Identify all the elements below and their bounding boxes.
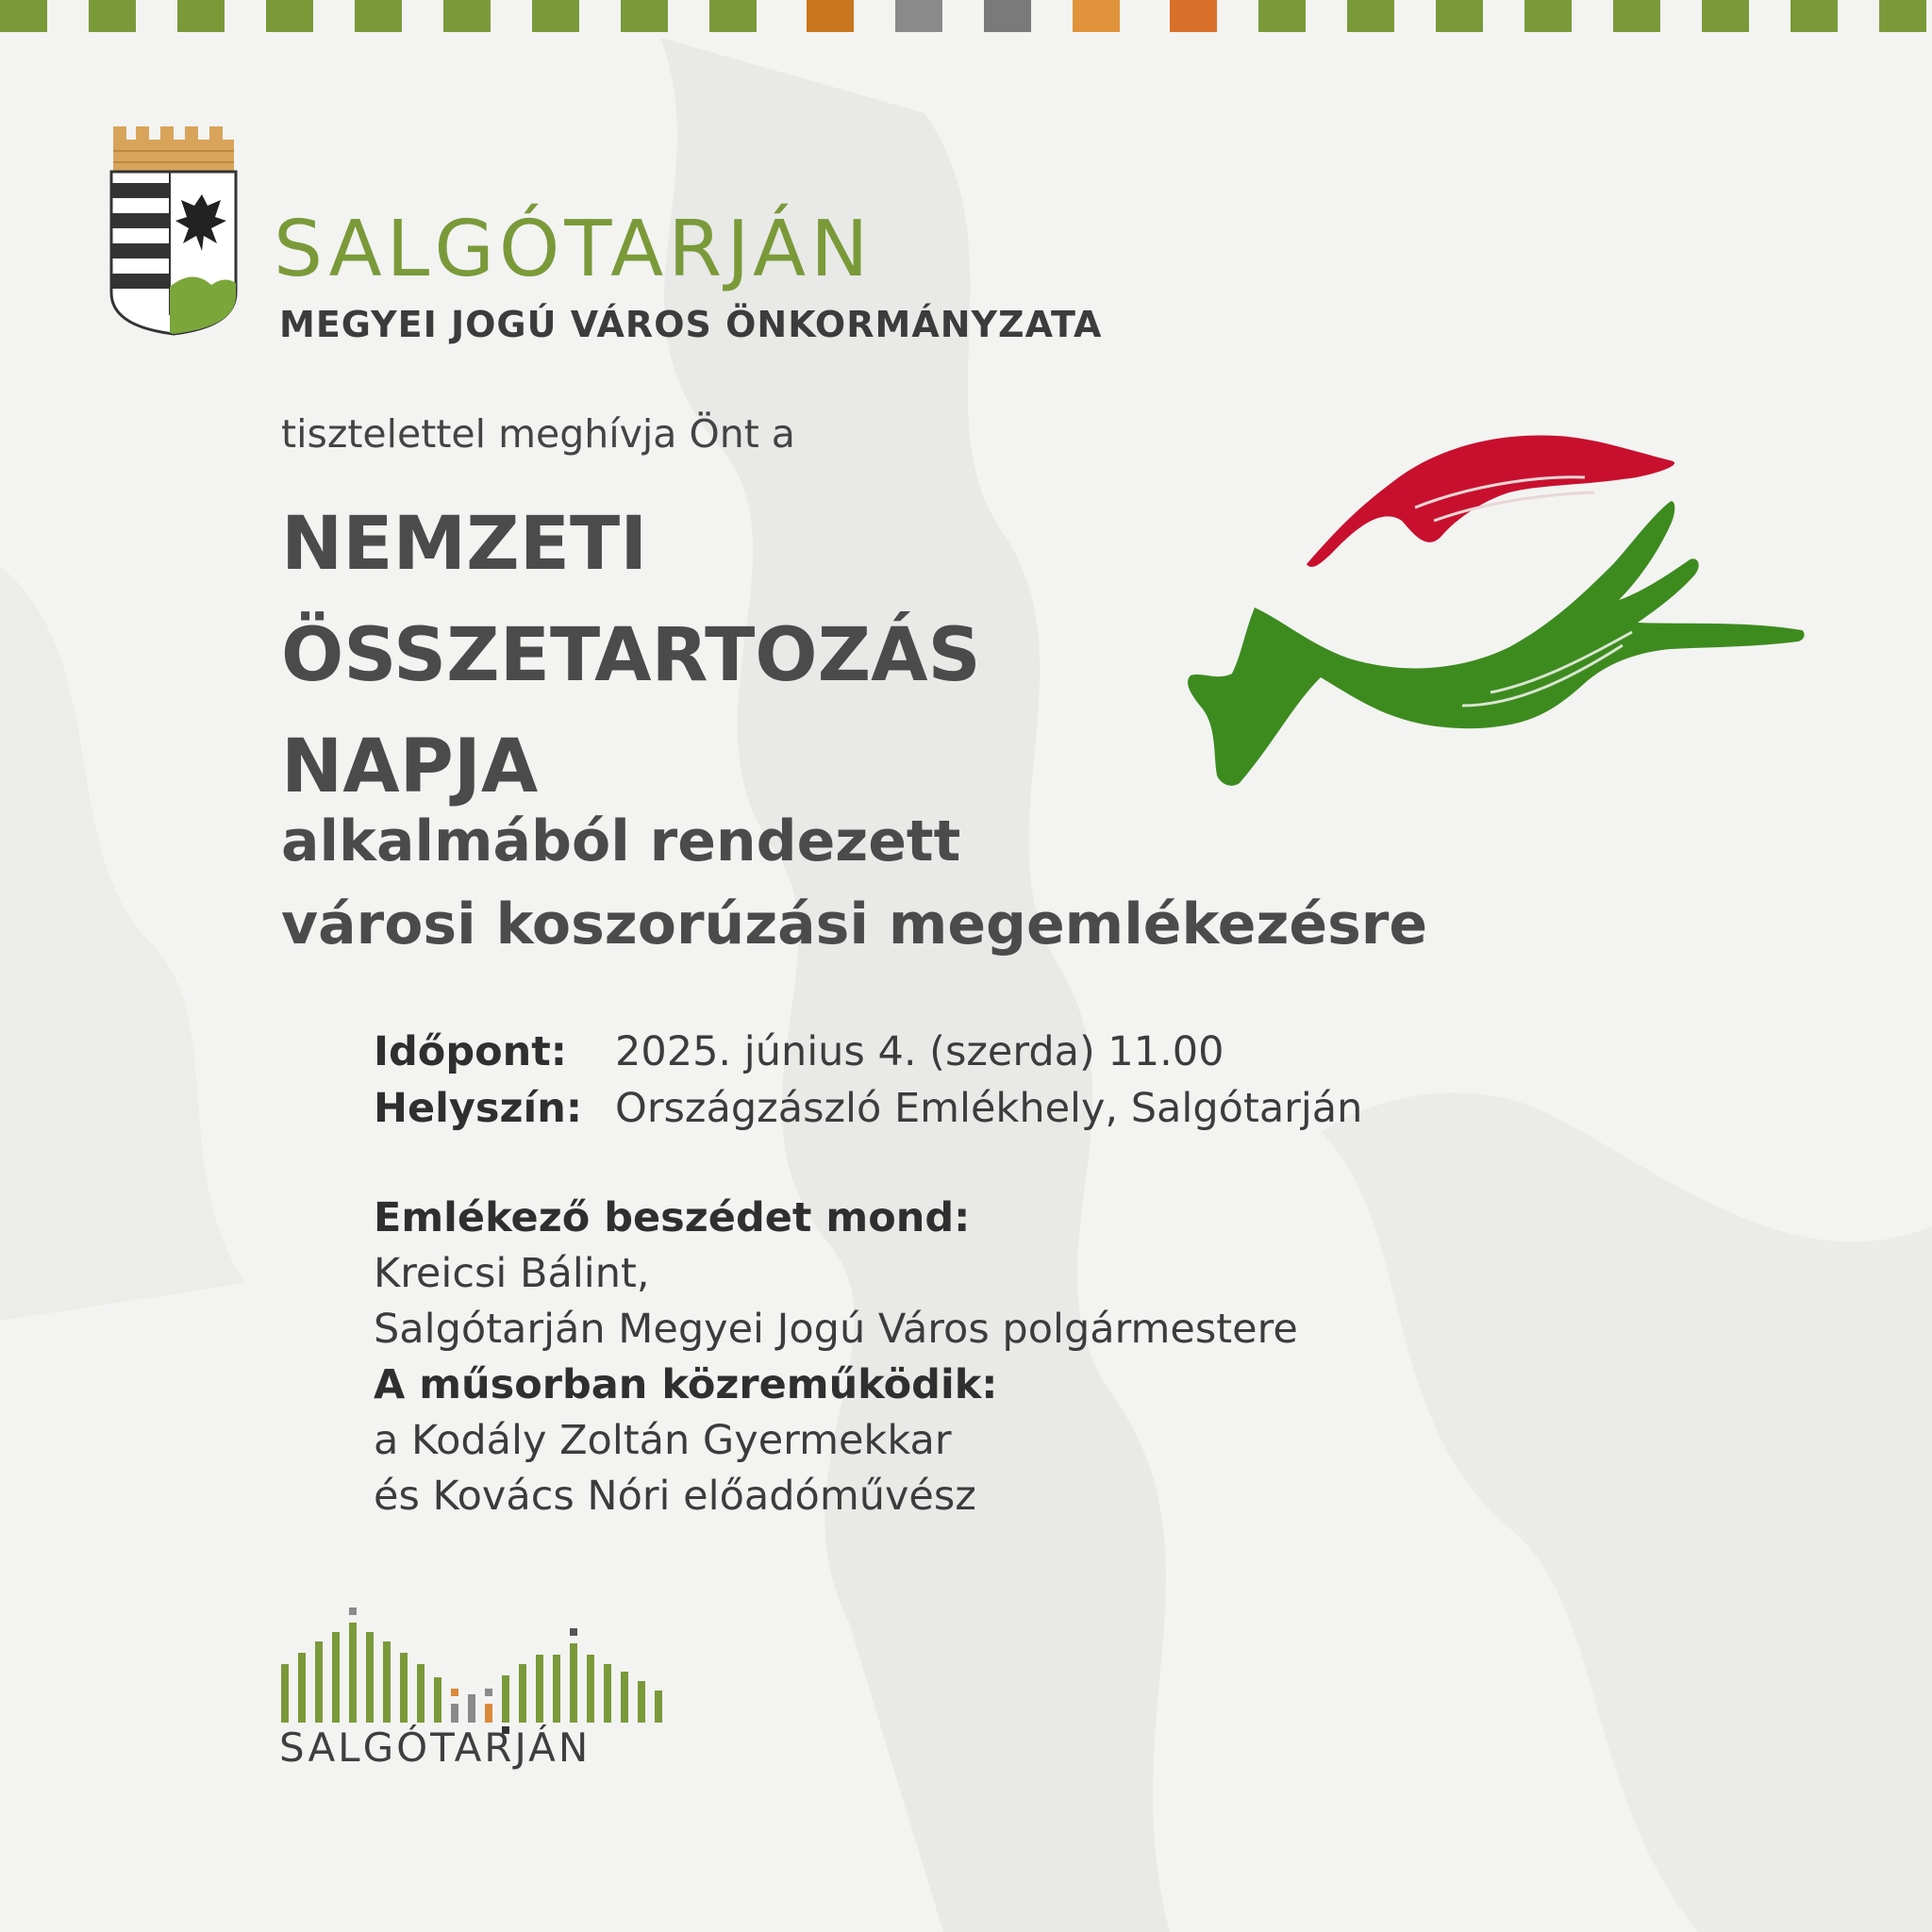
hands-illustration-icon [1179,423,1811,789]
footer-logo-text: SALGÓTARJÁN [279,1724,591,1771]
time-value: 2025. június 4. (szerda) 11.00 [615,1028,1224,1075]
invitation-intro: tisztelettel meghívja Önt a [281,411,795,457]
event-subtitle-line: alkalmából rendezett [281,808,961,874]
event-title-line: NAPJA [281,724,539,809]
program-line: a Kodály Zoltán Gyermekkar [374,1417,952,1464]
coat-of-arms-icon [108,126,240,336]
event-subtitle [281,800,1427,966]
place-row [374,1080,1362,1137]
time-label: Időpont: [374,1028,568,1075]
municipality-subtitle: MEGYEI JOGÚ VÁROS ÖNKORMÁNYZATA [279,304,1103,345]
event-title-line: NEMZETI [281,502,648,587]
program-label: A műsorban közreműködik: [374,1361,998,1408]
event-title-line: ÖSSZETARTOZÁS [281,613,981,698]
event-title [281,489,981,823]
place-label: Helyszín: [374,1085,583,1132]
top-decorative-strip [0,0,1932,32]
place-value: Országzászló Emlékhely, Salgótarján [615,1085,1363,1132]
city-name-title: SALGÓTARJÁN [274,205,874,294]
program-line: és Kovács Nóri előadóművész [374,1473,976,1520]
speaker-name: Kreicsi Bálint, [374,1250,650,1297]
speaker-label: Emlékező beszédet mond: [374,1194,971,1241]
speaker-role: Salgótarján Megyei Jogú Város polgármestere [374,1306,1298,1353]
time-row [374,1024,1362,1080]
event-details [374,1024,1362,1137]
event-subtitle-line: városi koszorúzási megemlékezésre [281,891,1428,958]
speaker-block [374,1191,1298,1524]
